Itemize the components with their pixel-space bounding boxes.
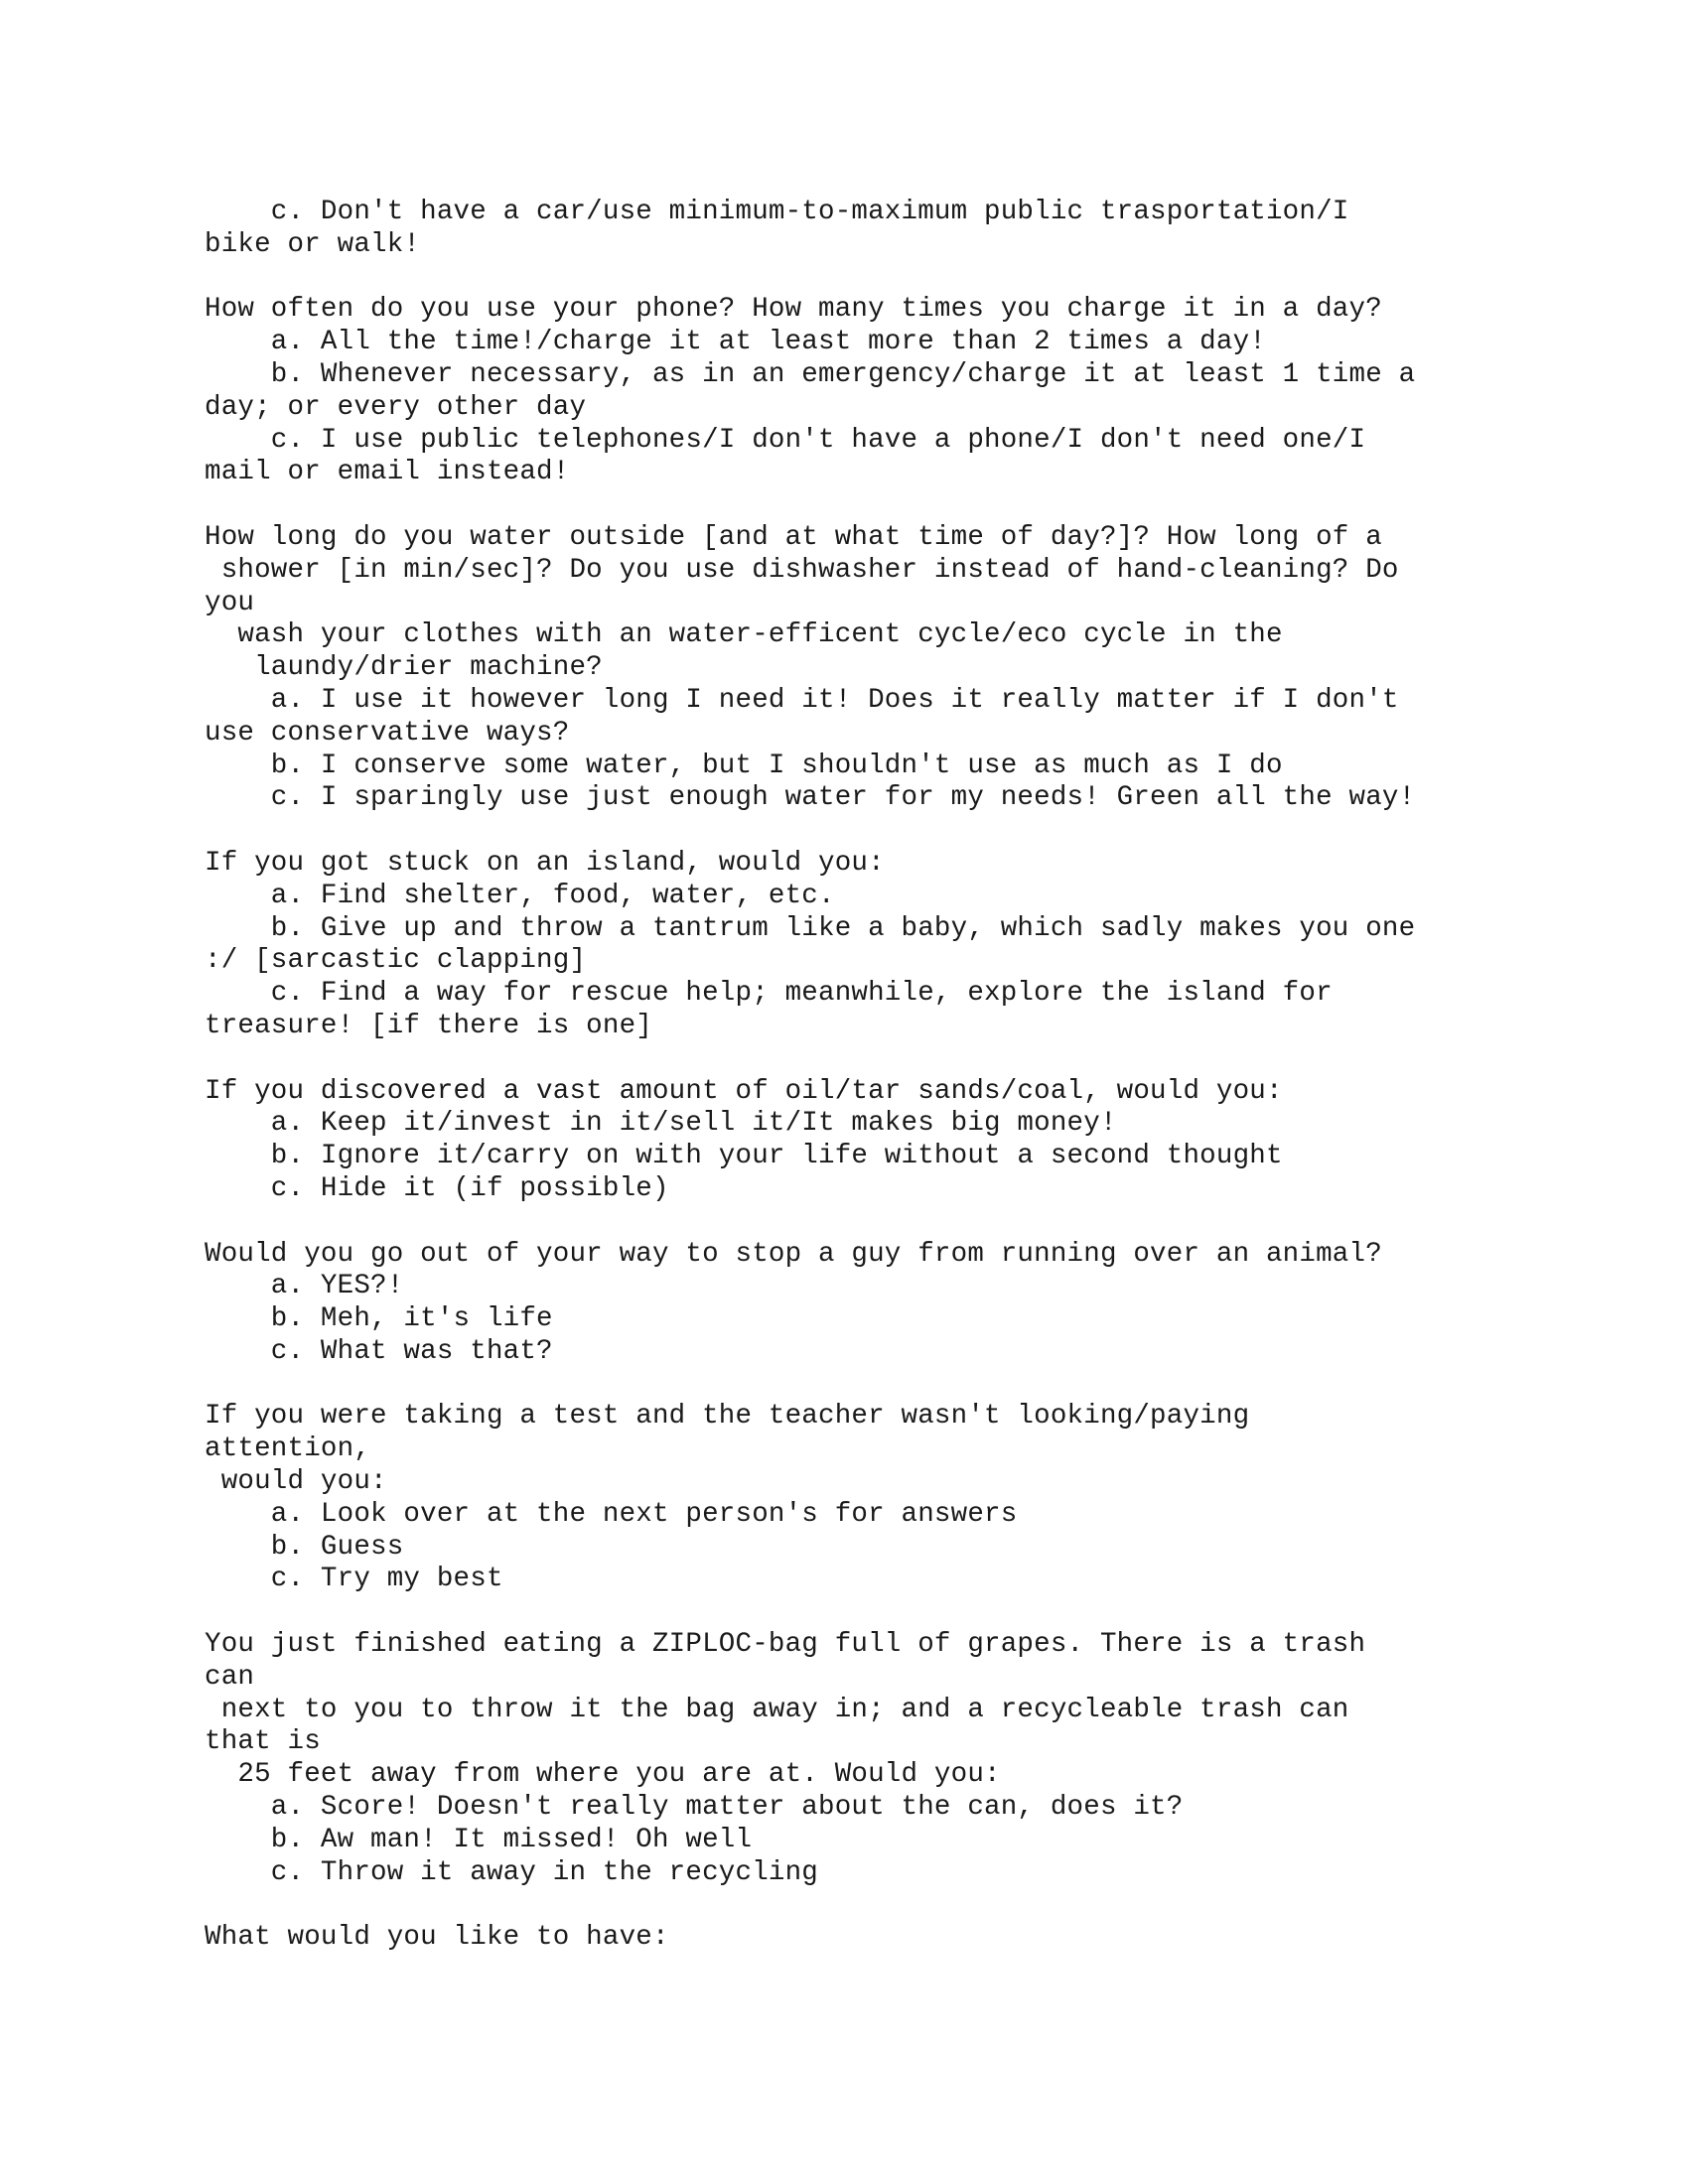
text-line: b. Give up and throw a tantrum like a baby, which sadly makes you one [205, 912, 1416, 944]
text-line: a. Keep it/invest in it/sell it/It makes big money! [205, 1108, 1117, 1140]
text-line: bike or walk! [205, 228, 421, 260]
text-line: c. Try my best [205, 1564, 503, 1595]
text-line: a. Look over at the next person's for answers [205, 1498, 1018, 1530]
text-line: b. Guess [205, 1531, 404, 1563]
text-line: would you: [205, 1466, 387, 1498]
text-line: What would you like to have: [205, 1922, 669, 1954]
text-line: If you got stuck on an island, would you: [205, 847, 885, 879]
text-line: If you discovered a vast amount of oil/tar sands/coal, would you: [205, 1075, 1283, 1107]
text-line: b. I conserve some water, but I shouldn't use as much as I do [205, 750, 1283, 781]
text-line: a. YES?! [205, 1271, 404, 1302]
text-line: c. Don't have a car/use minimum-to-maximum public trasportation/I [205, 197, 1349, 227]
text-line: c. Throw it away in the recycling [205, 1856, 818, 1888]
text-line: a. Find shelter, food, water, etc. [205, 880, 835, 911]
text-line: shower [in min/sec]? Do you use dishwasher instead of hand-cleaning? Do [205, 554, 1399, 586]
text-line: a. I use it however long I need it! Does it really matter if I don't [205, 684, 1399, 716]
text-line: use conservative ways? [205, 717, 570, 749]
text-line: laundy/drier machine? [205, 652, 603, 684]
text-line: mail or email instead! [205, 457, 570, 488]
blank-line [205, 815, 1495, 848]
blank-line [205, 1596, 1495, 1629]
text-line: b. Whenever necessary, as in an emergency/charge it at least 1 time a [205, 358, 1416, 390]
blank-line [205, 1043, 1495, 1076]
text-line: c. What was that? [205, 1335, 553, 1367]
text-line: you [205, 587, 255, 618]
text-line: c. Find a way for rescue help; meanwhile, explore the island for [205, 978, 1333, 1010]
blank-line [205, 262, 1495, 295]
text-line: b. Aw man! It missed! Oh well [205, 1824, 753, 1855]
text-line: a. Score! Doesn't really matter about the can, does it? [205, 1792, 1184, 1824]
blank-line [205, 1206, 1495, 1239]
text-line: attention, [205, 1433, 371, 1465]
text-line: If you were taking a test and the teacher wasn't looking/paying [205, 1401, 1250, 1433]
text-line: treasure! [if there is one] [205, 1010, 652, 1041]
blank-line [205, 1369, 1495, 1402]
text-line: next to you to throw it the bag away in; and a recycleable trash can [205, 1694, 1349, 1725]
blank-line [205, 1889, 1495, 1922]
blank-line [205, 489, 1495, 522]
text-line: that is [205, 1726, 321, 1758]
text-line: You just finished eating a ZIPLOC-bag full of grapes. There is a trash [205, 1629, 1366, 1661]
text-line: c. I sparingly use just enough water for my needs! Green all the way! [205, 782, 1416, 814]
text-line: b. Meh, it's life [205, 1303, 553, 1335]
text-line: b. Ignore it/carry on with your life without a second thought [205, 1141, 1283, 1172]
text-line: How long do you water outside [and at what time of day?]? How long of a [205, 521, 1382, 553]
text-line: How often do you use your phone? How many times you charge it in a day? [205, 294, 1382, 326]
document-body [205, 197, 1495, 1955]
text-line: :/ [sarcastic clapping] [205, 945, 587, 977]
text-line: Would you go out of your way to stop a guy from running over an animal? [205, 1238, 1382, 1270]
text-line: a. All the time!/charge it at least more than 2 times a day! [205, 327, 1266, 358]
text-line: day; or every other day [205, 391, 587, 423]
text-line: 25 feet away from where you are at. Would you: [205, 1759, 1001, 1791]
text-line: wash your clothes with an water-efficent cycle/eco cycle in the [205, 619, 1283, 651]
text-line: c. Hide it (if possible) [205, 1172, 669, 1204]
text-line: can [205, 1661, 255, 1693]
text-line: c. I use public telephones/I don't have a phone/I don't need one/I [205, 424, 1366, 456]
